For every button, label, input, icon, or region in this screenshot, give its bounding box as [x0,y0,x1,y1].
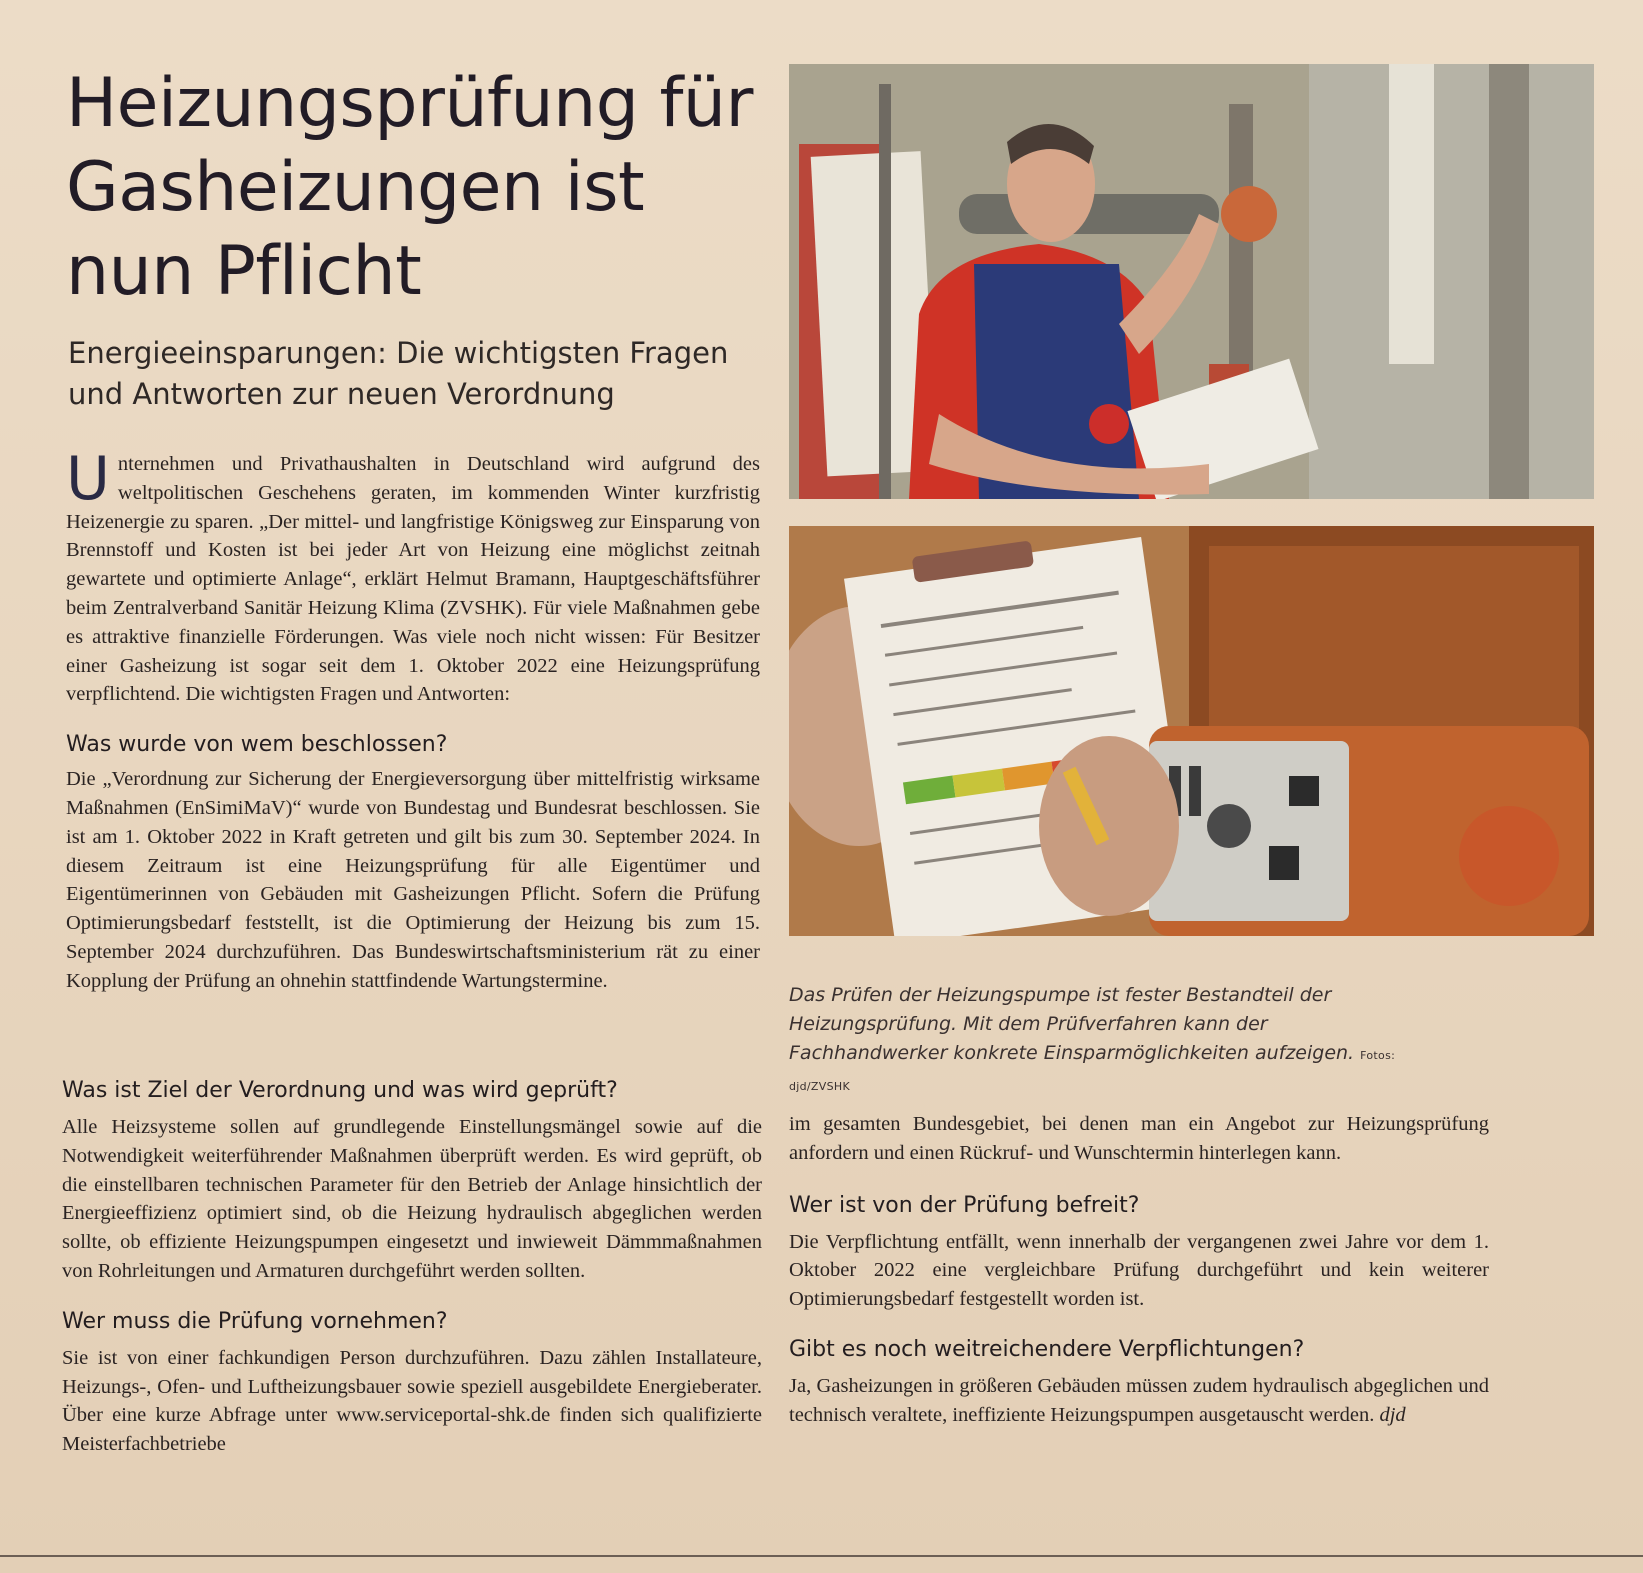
section-body: Die Verpflichtung entfällt, wenn innerhalb der vergangenen zwei Jahre vor dem 1. Oktober 2022 eine vergleichbare Prüfung durchgeführt und kein weiterer Optimierungsbedarf festgestellt worden ist. [789,1230,1489,1311]
left-column-top [66,444,760,996]
photo-control-panel-illustration [789,526,1594,936]
article-title [66,62,786,314]
photo-technician [789,64,1594,499]
title-line-3: nun Pflicht [66,232,422,311]
right-column [789,1110,1489,1430]
photo-control-panel [789,526,1594,936]
intro-text: nternehmen und Privathaushalten in Deutschland wird aufgrund des weltpolitischen Geschehens geraten, im kommenden Winter kurzfristig Heizenergie zu sparen. „Der mittel- und langfristige Königsweg zur Einsparung von Brennstoff und Kosten ist bei jeder Art von Heizung eine möglichst zeitnah gewartete und optimierte Anlage“, erklärt Helmut Bramann, Hauptgeschäftsführer beim Zentralverband Sanitär Heizung Klima (ZVSHK). Für viele Maßnahmen gebe es attraktive finanzielle Förderungen. Was viele noch nicht wissen: Für Besitzer einer Gasheizung ist sogar seit dem 1. Oktober 2022 eine Heizungsprüfung verpflichtend. Die wichtigsten Fragen und Antworten: [66,453,760,706]
drop-cap: U [66,444,110,514]
photo-technician-illustration [789,64,1594,499]
continuation-text: im gesamten Bundesgebiet, bei denen man ein Angebot zur Heizungsprüfung anfordern und einen Rückruf- und Wunschtermin hinterlegen kann. [789,1113,1489,1164]
section-heading: Was wurde von wem beschlossen? [66,732,448,758]
article-subtitle: Energieeinsparungen: Die wichtigsten Fragen und Antworten zur neuen Verordnung [68,336,729,411]
section-body: Alle Heizsysteme sollen auf grundlegende Einstellungsmängel sowie auf die Notwendigkeit weiterführender Maßnahmen überprüft werden. Es wird geprüft, ob die einstellbaren technischen Parameter für den Betrieb der Anlage hinsichtlich der Energieeffizienz optimiert sind, ob die Heizung hydraulisch abgeglichen werden sollte, ob effiziente Heizungspumpen eingesetzt und inwieweit Dämmmaßnahmen von Rohrleitungen und Armaturen durchgeführt werden sollten. [62,1116,762,1282]
left-column-bottom [62,1077,762,1459]
section-heading: Was ist Ziel der Verordnung und was wird geprüft? [62,1078,618,1103]
section-heading: Wer muss die Prüfung vornehmen? [62,1308,448,1334]
section-body: Die „Verordnung zur Sicherung der Energieversorgung über mittelfristig wirksame Maßnahmen (EnSimiMaV)“ wurde von Bundestag und Bundesrat beschlossen. Sie ist am 1. Oktober 2022 in Kraft getreten und gilt bis zum 30. September 2024. In diesem Zeitraum ist eine Heizungsprüfung für alle Eigentümer und Eigentümerinnen von Gebäuden mit Gasheizungen Pflicht. Sofern die Prüfung Optimierungsbedarf feststellt, ist die Optimierung der Heizung bis zum 15. September 2024 durchzuführen. Das Bundeswirtschaftsministerium rät zu einer Kopplung der Prüfung an ohnehin stattfindende Wartungstermine. [66,768,760,992]
section-body: Sie ist von einer fachkundigen Person durchzuführen. Dazu zählen Installateure, Heizungs-, Ofen- und Luftheizungsbauer sowie speziell ausgebildete Energieberater. Über eine kurze Abfrage unter www.serviceportal-shk.de finden sich qualifizierte Meisterfachbetriebe [62,1346,762,1456]
title-line-1: Heizungsprüfung für [66,64,753,143]
section-heading: Wer ist von der Prüfung befreit? [789,1192,1140,1218]
section-body [789,1372,1489,1430]
bottom-rule [0,1555,1643,1557]
section-body-text: Ja, Gasheizungen in größeren Gebäuden müssen zudem hydraulisch abgeglichen und technisch veraltete, ineffiziente Heizungspumpen ausgetauscht werden. [789,1374,1489,1426]
photo-credit: Fotos: djd/ZVSHK [789,1049,1396,1093]
intro-paragraph [66,444,760,709]
section-heading: Gibt es noch weitreichendere Verpflichtungen? [789,1336,1305,1362]
title-line-2: Gasheizungen ist [66,148,645,227]
caption-text: Das Prüfen der Heizungspumpe ist fester Bestandteil der Heizungsprüfung. Mit dem Prüfverfahren kann der Fachhandwerker konkrete Einsparmöglichkeiten aufzeigen. [789,984,1355,1064]
author-tag: djd [1379,1403,1406,1426]
photo-caption [789,981,1429,1101]
